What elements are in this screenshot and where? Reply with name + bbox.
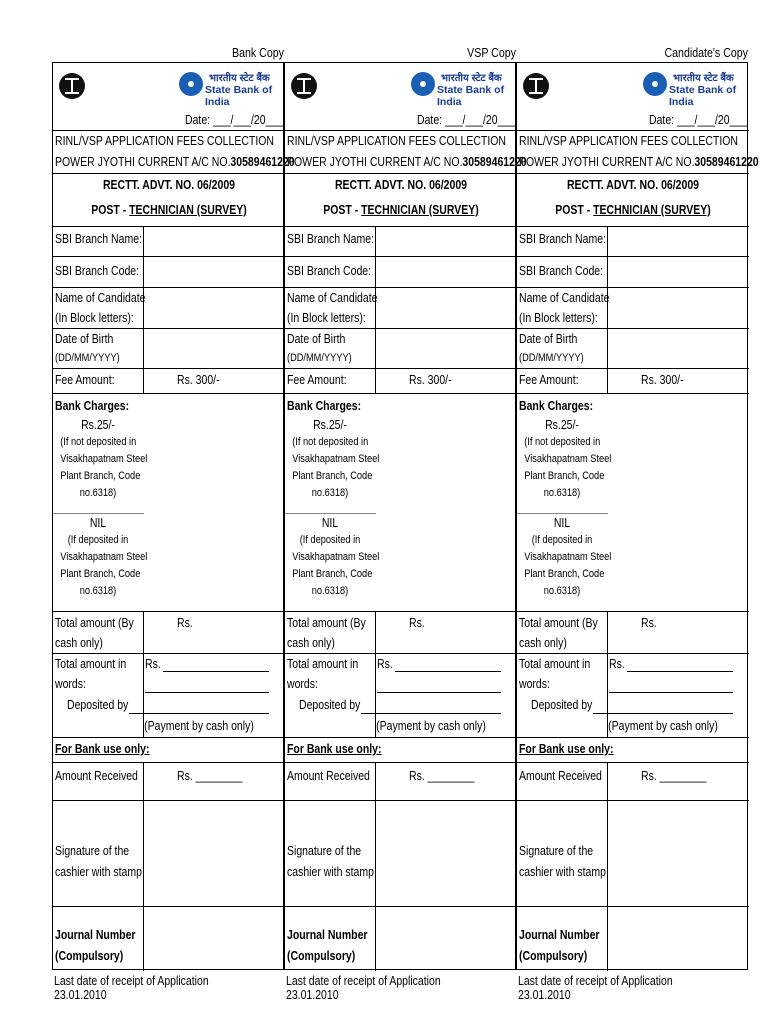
candidate-name-label: Name of Candidate: [55, 291, 146, 305]
nil-condition-2: Visakhapatnam Steel: [524, 551, 612, 563]
account-number: 30589461220: [230, 155, 295, 169]
amount-received-rs: Rs. ________: [177, 769, 243, 783]
candidate-name-sublabel: (In Block letters):: [287, 311, 366, 325]
account-number: 30589461220: [694, 155, 759, 169]
challan-frame: [284, 62, 527, 970]
amount-received-rs: Rs. ________: [409, 769, 475, 783]
journal-number-sublabel: (Compulsory): [287, 949, 356, 963]
branch-name-label: SBI Branch Name:: [287, 232, 374, 246]
post-title: POST - TECHNICIAN (SURVEY): [555, 203, 711, 217]
deposited-by-label: Deposited by: [299, 698, 361, 712]
amount-received-rs: Rs. ________: [641, 769, 707, 783]
fee-amount-label: Fee Amount:: [55, 373, 115, 387]
form-title: RINL/VSP APPLICATION FEES COLLECTION: [55, 134, 275, 148]
sbi-english-name: State Bank of India: [437, 84, 505, 108]
sbi-logo: [643, 68, 745, 108]
form-title: RINL/VSP APPLICATION FEES COLLECTION: [287, 134, 507, 148]
sbi-logo: [411, 68, 513, 108]
amount-received-label: Amount Received: [287, 769, 370, 783]
nil-condition-4: no.6318): [543, 585, 581, 597]
charge-condition-2: Visakhapatnam Steel: [60, 453, 148, 465]
dob-label: Date of Birth: [287, 332, 346, 346]
advt-number: RECTT. ADVT. NO. 06/2009: [334, 178, 468, 192]
rinl-logo-icon: [59, 73, 85, 99]
advt-number: RECTT. ADVT. NO. 06/2009: [566, 178, 700, 192]
date-field: Date: ___/___/20___: [649, 113, 748, 127]
charge-condition-3: Plant Branch, Code: [60, 470, 141, 482]
dob-label: Date of Birth: [55, 332, 114, 346]
charge-condition-3: Plant Branch, Code: [524, 470, 605, 482]
date-field: Date: ___/___/20___: [417, 113, 516, 127]
amount-words-rs: Rs.: [377, 657, 393, 671]
sbi-logo-icon: [179, 72, 203, 96]
fee-amount-label: Fee Amount:: [287, 373, 347, 387]
rinl-logo-icon: [523, 73, 549, 99]
sbi-hindi-name: भारतीय स्टेट बैंक: [673, 73, 734, 84]
deposited-by-label: Deposited by: [67, 698, 129, 712]
journal-number-sublabel: (Compulsory): [519, 949, 588, 963]
nil-condition-3: Plant Branch, Code: [524, 568, 605, 580]
fee-amount-value: Rs. 300/-: [409, 373, 452, 387]
challan-frame: [52, 62, 295, 970]
sbi-english-name: State Bank of India: [669, 84, 737, 108]
amount-words-label: Total amount in: [55, 657, 127, 671]
charge-condition-4: no.6318): [543, 487, 581, 499]
total-amount-label: Total amount (By: [55, 616, 134, 630]
candidate-name-sublabel: (In Block letters):: [55, 311, 134, 325]
candidate-name-label: Name of Candidate: [519, 291, 610, 305]
account-line: POWER JYOTHI CURRENT A/C NO.30589461220: [55, 155, 295, 169]
signature-label: Signature of the: [519, 844, 594, 858]
amount-received-label: Amount Received: [55, 769, 138, 783]
amount-words-sublabel: words:: [287, 677, 318, 691]
charge-condition-2: Visakhapatnam Steel: [292, 453, 380, 465]
rinl-logo-icon: [291, 73, 317, 99]
nil-condition-1: (If deposited in: [531, 534, 593, 546]
sbi-logo-icon: [411, 72, 435, 96]
post-title: POST - TECHNICIAN (SURVEY): [323, 203, 479, 217]
dob-format: (DD/MM/YYYY): [519, 352, 584, 364]
sbi-hindi-name: भारतीय स्टेट बैंक: [441, 73, 502, 84]
branch-code-label: SBI Branch Code:: [519, 264, 604, 278]
amount-words-sublabel: words:: [55, 677, 86, 691]
fee-amount-value: Rs. 300/-: [177, 373, 220, 387]
journal-number-label: Journal Number: [287, 928, 368, 942]
account-number: 30589461220: [462, 155, 527, 169]
candidate-name-sublabel: (In Block letters):: [519, 311, 598, 325]
branch-name-label: SBI Branch Name:: [55, 232, 142, 246]
nil-condition-2: Visakhapatnam Steel: [292, 551, 380, 563]
total-amount-rs: Rs.: [641, 616, 657, 630]
bank-use-only-label: For Bank use only:: [287, 742, 382, 756]
copy-labels: [52, 46, 748, 62]
amount-words-label: Total amount in: [519, 657, 591, 671]
challan-frame: [516, 62, 759, 970]
candidate-name-label: Name of Candidate: [287, 291, 378, 305]
account-line: POWER JYOTHI CURRENT A/C NO.30589461220: [519, 155, 759, 169]
signature-label: Signature of the: [55, 844, 130, 858]
challan-copy-3: [516, 62, 759, 1002]
sbi-hindi-name: भारतीय स्टेट बैंक: [209, 73, 270, 84]
bank-use-only-label: For Bank use only:: [55, 742, 150, 756]
amount-words-rs: Rs.: [609, 657, 625, 671]
sbi-logo: [179, 68, 281, 108]
payment-note: (Payment by cash only): [376, 719, 486, 733]
dob-format: (DD/MM/YYYY): [287, 352, 352, 364]
total-amount-label: Total amount (By: [519, 616, 598, 630]
payment-note: (Payment by cash only): [608, 719, 718, 733]
charge-condition-1: (If not deposited in: [292, 436, 369, 448]
total-amount-rs: Rs.: [177, 616, 193, 630]
bank-use-only-label: For Bank use only:: [519, 742, 614, 756]
dob-label: Date of Birth: [519, 332, 578, 346]
journal-number-label: Journal Number: [519, 928, 600, 942]
sbi-english-name: State Bank of India: [205, 84, 273, 108]
nil-condition-4: no.6318): [311, 585, 349, 597]
deposited-by-label: Deposited by: [531, 698, 593, 712]
nil-condition-2: Visakhapatnam Steel: [60, 551, 148, 563]
copy-label-bank: Bank Copy: [232, 46, 284, 60]
charge-condition-2: Visakhapatnam Steel: [524, 453, 612, 465]
charge-amount: Rs.25/-: [545, 418, 579, 432]
amount-received-label: Amount Received: [519, 769, 602, 783]
charge-amount: Rs.25/-: [313, 418, 347, 432]
amount-words-label: Total amount in: [287, 657, 359, 671]
bank-charges-label: Bank Charges:: [287, 399, 362, 413]
fee-amount-value: Rs. 300/-: [641, 373, 684, 387]
post-title: POST - TECHNICIAN (SURVEY): [91, 203, 247, 217]
account-line: POWER JYOTHI CURRENT A/C NO.30589461220: [287, 155, 527, 169]
dob-format: (DD/MM/YYYY): [55, 352, 120, 364]
branch-name-label: SBI Branch Name:: [519, 232, 606, 246]
nil-condition-3: Plant Branch, Code: [60, 568, 141, 580]
signature-sublabel: cashier with stamp: [519, 865, 606, 879]
nil-charge: NIL: [553, 516, 571, 530]
charge-condition-4: no.6318): [311, 487, 349, 499]
nil-condition-1: (If deposited in: [299, 534, 361, 546]
copy-label-vsp: VSP Copy: [467, 46, 516, 60]
branch-code-label: SBI Branch Code:: [287, 264, 372, 278]
form-title: RINL/VSP APPLICATION FEES COLLECTION: [519, 134, 739, 148]
date-field: Date: ___/___/20___: [185, 113, 284, 127]
nil-condition-3: Plant Branch, Code: [292, 568, 373, 580]
last-date-note: Last date of receipt of Application 23.01.2010: [518, 974, 673, 1002]
signature-label: Signature of the: [287, 844, 362, 858]
last-date-note: Last date of receipt of Application 23.01.2010: [286, 974, 441, 1002]
nil-condition-1: (If deposited in: [67, 534, 129, 546]
nil-charge: NIL: [89, 516, 107, 530]
sbi-logo-icon: [643, 72, 667, 96]
signature-sublabel: cashier with stamp: [55, 865, 142, 879]
nil-condition-4: no.6318): [79, 585, 117, 597]
fee-amount-label: Fee Amount:: [519, 373, 579, 387]
last-date-note: Last date of receipt of Application 23.01.2010: [54, 974, 209, 1002]
charge-amount: Rs.25/-: [81, 418, 115, 432]
advt-number: RECTT. ADVT. NO. 06/2009: [102, 178, 236, 192]
charge-condition-1: (If not deposited in: [524, 436, 601, 448]
total-amount-rs: Rs.: [409, 616, 425, 630]
nil-charge: NIL: [321, 516, 339, 530]
payment-note: (Payment by cash only): [144, 719, 254, 733]
bank-charges-label: Bank Charges:: [55, 399, 130, 413]
charge-condition-1: (If not deposited in: [60, 436, 137, 448]
challan-copy-1: [52, 62, 295, 1002]
journal-number-label: Journal Number: [55, 928, 136, 942]
amount-words-rs: Rs.: [145, 657, 161, 671]
journal-number-sublabel: (Compulsory): [55, 949, 124, 963]
charge-condition-3: Plant Branch, Code: [292, 470, 373, 482]
total-amount-sublabel: cash only): [519, 636, 567, 650]
challan-copy-2: [284, 62, 527, 1002]
branch-code-label: SBI Branch Code:: [55, 264, 140, 278]
amount-words-sublabel: words:: [519, 677, 550, 691]
bank-charges-label: Bank Charges:: [519, 399, 594, 413]
charge-condition-4: no.6318): [79, 487, 117, 499]
total-amount-label: Total amount (By: [287, 616, 366, 630]
signature-sublabel: cashier with stamp: [287, 865, 374, 879]
total-amount-sublabel: cash only): [55, 636, 103, 650]
copy-label-candidate: Candidate's Copy: [664, 46, 748, 60]
total-amount-sublabel: cash only): [287, 636, 335, 650]
